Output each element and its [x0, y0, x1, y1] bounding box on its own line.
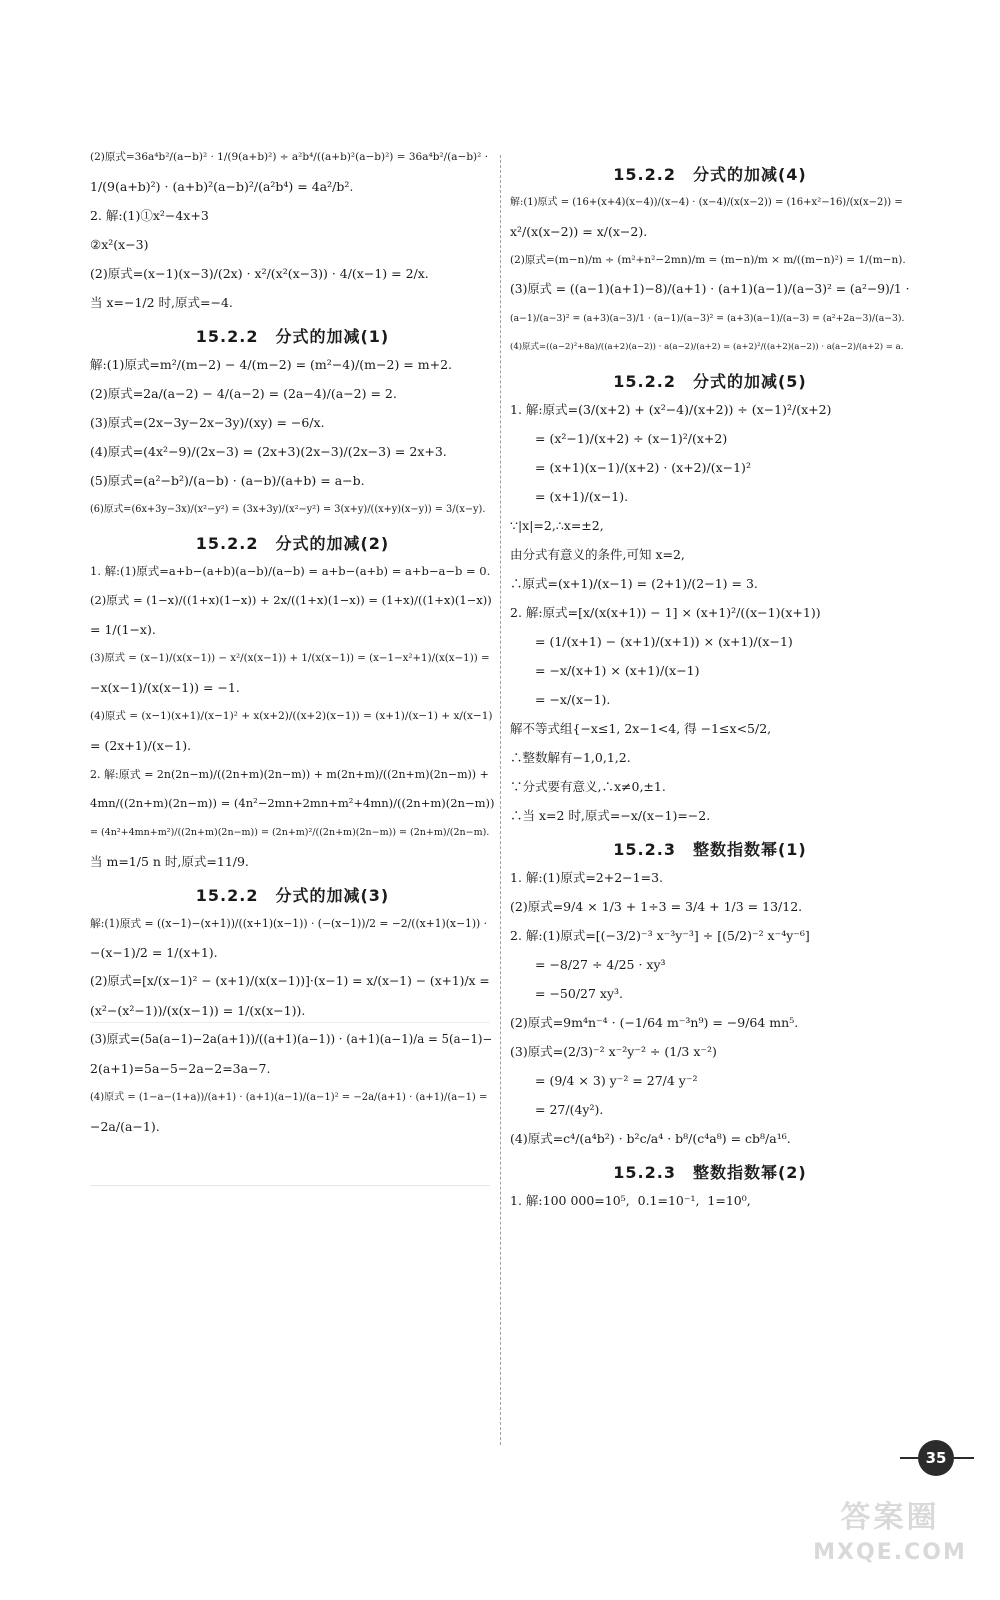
solution-line: 解:(1)原式 = ((x−1)−(x+1))/((x+1)(x−1)) · (−(x−1))/2 = −2/((x+1)(x−1)) ·: [90, 917, 488, 930]
solution-line: (6)原式=(6x+3y−3x)/(x²−y²) = (3x+3y)/(x²−y²) = 3(x+y)/((x+y)(x−y)) = 3/(x−y).: [90, 504, 486, 515]
solution-line: (3)原式=(2x−3y−2x−3y)/(xy) = −6/x.: [90, 415, 325, 430]
page-number-rule: [954, 1457, 974, 1459]
right-column: [510, 150, 910, 1222]
solution-line: (2)原式=9/4 × 1/3 + 1÷3 = 3/4 + 1/3 = 13/12.: [510, 899, 803, 914]
solution-line: (4)原式 = (1−a−(1+a))/(a+1) · (a+1)(a−1)/(a−1)² = −2a/(a+1) · (a+1)/(a−1) =: [90, 1092, 488, 1103]
site-watermark: [800, 1492, 980, 1592]
solution-line: 2. 解:(1)原式=[(−3/2)⁻³ x⁻³y⁻³] ÷ [(5/2)⁻² x⁻⁴y⁻⁶]: [510, 928, 810, 943]
solution-line: = (9/4 × 3) y⁻² = 27/4 y⁻²: [510, 1073, 698, 1088]
section-heading: 15.2.2 分式的加减(3): [195, 886, 390, 905]
watermark-url-text: MXQE.COM: [813, 1540, 967, 1565]
scan-fold-line: [90, 1185, 490, 1186]
solution-line: 2. 解:原式 = 2n(2n−m)/((2n+m)(2n−m)) + m(2n+m)/((2n+m)(2n−m)) +: [90, 768, 489, 781]
solution-line: 由分式有意义的条件,可知 x=2,: [510, 547, 685, 562]
watermark-logo-text: 答案圈: [840, 1500, 940, 1535]
solution-line: ∴整数解有−1,0,1,2.: [510, 750, 631, 765]
solution-line: 4mn/((2n+m)(2n−m)) = (4n²−2mn+2mn+m²+4mn)/((2n+m)(2n−m)): [90, 796, 495, 810]
solution-line: x²/(x(x−2)) = x/(x−2).: [510, 224, 648, 239]
solution-line: −2a/(a−1).: [90, 1119, 160, 1134]
section-heading: 15.2.2 分式的加减(5): [613, 372, 807, 391]
solution-line: (3)原式=(5a(a−1)−2a(a+1))/((a+1)(a−1)) · (a+1)(a−1)/a = 5(a−1)−: [90, 1032, 493, 1046]
solution-line: = 27/(4y²).: [510, 1102, 604, 1117]
solution-line: (3)原式=(2/3)⁻² x⁻²y⁻² ÷ (1/3 x⁻²): [510, 1044, 717, 1059]
solution-line: (x²−(x²−1))/(x(x−1)) = 1/(x(x−1)).: [90, 1003, 306, 1018]
solution-line: ∵|x|=2,∴x=±2,: [510, 518, 604, 533]
solution-line: ②x²(x−3): [90, 237, 149, 252]
solution-line: = (x+1)/(x−1).: [510, 489, 629, 504]
solution-line: 解不等式组{−x≤1, 2x−1<4, 得 −1≤x<5/2,: [510, 721, 772, 736]
solution-line: = (2x+1)/(x−1).: [90, 738, 192, 753]
solution-line: = −50/27 xy³.: [510, 986, 624, 1001]
solution-line: 解:(1)原式=m²/(m−2) − 4/(m−2) = (m²−4)/(m−2) = m+2.: [90, 357, 452, 372]
column-divider: [500, 155, 501, 1445]
page-number-rule: [900, 1457, 918, 1459]
solution-line: ∴原式=(x+1)/(x−1) = (2+1)/(2−1) = 3.: [510, 576, 758, 591]
solution-line: = (x²−1)/(x+2) ÷ (x−1)²/(x+2): [510, 431, 728, 446]
solution-line: −(x−1)/2 = 1/(x+1).: [90, 945, 218, 960]
page-number: 35: [918, 1440, 954, 1476]
solution-line: (3)原式 = ((a−1)(a+1)−8)/(a+1) · (a+1)(a−1)/(a−3)² = (a²−9)/1 ·: [510, 282, 910, 296]
solution-line: = (4n²+4mn+m²)/((2n+m)(2n−m)) = (2n+m)²/((2n+m)(2n−m)) = (2n+m)/(2n−m).: [90, 827, 490, 838]
solution-line: = 1/(1−x).: [90, 622, 156, 637]
solution-line: = (1/(x+1) − (x+1)/(x+1)) × (x+1)/(x−1): [510, 634, 793, 649]
solution-line: (2)原式 = (1−x)/((1+x)(1−x)) + 2x/((1+x)(1−x)) = (1+x)/((1+x)(1−x)): [90, 593, 492, 607]
solution-line: (5)原式=(a²−b²)/(a−b) · (a−b)/(a+b) = a−b.: [90, 473, 365, 488]
solution-line: (2)原式=2a/(a−2) − 4/(a−2) = (2a−4)/(a−2) = 2.: [90, 386, 397, 401]
solution-line: (2)原式=36a⁴b²/(a−b)² · 1/(9(a+b)²) ÷ a²b⁴/((a+b)²(a−b)²) = 36a⁴b²/(a−b)² ·: [90, 151, 489, 163]
solution-line: (2)原式=(x−1)(x−3)/(2x) · x²/(x²(x−3)) · 4/(x−1) = 2/x.: [90, 266, 429, 281]
left-column: [90, 150, 495, 1148]
section-heading: 15.2.3 整数指数幂(2): [613, 1163, 807, 1182]
solution-line: (2)原式=[x/(x−1)² − (x+1)/(x(x−1))]·(x−1) = x/(x−1) − (x+1)/x =: [90, 974, 490, 988]
solution-line: 1/(9(a+b)²) · (a+b)²(a−b)²/(a²b⁴) = 4a²/b².: [90, 179, 354, 194]
solution-line: 当 m=1/5 n 时,原式=11/9.: [90, 854, 249, 869]
solution-line: ∵分式要有意义,∴x≠0,±1.: [510, 779, 666, 794]
section-heading: 15.2.2 分式的加减(1): [195, 327, 390, 346]
solution-line: 1. 解:(1)原式=a+b−(a+b)(a−b)/(a−b) = a+b−(a+b) = a+b−a−b = 0.: [90, 564, 491, 578]
solution-line: = −8/27 ÷ 4/25 · xy³: [510, 957, 666, 972]
solution-line: −x(x−1)/(x(x−1)) = −1.: [90, 680, 240, 695]
solution-line: 2(a+1)=5a−5−2a−2=3a−7.: [90, 1061, 271, 1076]
solution-line: = −x/(x−1).: [510, 692, 611, 707]
solution-line: (a−1)/(a−3)² = (a+3)(a−3)/1 · (a−1)/(a−3)² = (a+3)(a−1)/(a−3) = (a²+2a−3)/(a−3).: [510, 313, 905, 324]
solution-line: 1. 解:原式=(3/(x+2) + (x²−4)/(x+2)) ÷ (x−1)²/(x+2): [510, 402, 832, 417]
solution-line: ∴当 x=2 时,原式=−x/(x−1)=−2.: [510, 808, 711, 823]
solution-line: (2)原式=(m−n)/m ÷ (m²+n²−2mn)/m = (m−n)/m × m/((m−n)²) = 1/(m−n).: [510, 254, 906, 266]
solution-line: 当 x=−1/2 时,原式=−4.: [90, 295, 233, 310]
solution-line: (4)原式=c⁴/(a⁴b²) · b²c/a⁴ · b⁸/(c⁴a⁸) = cb⁸/a¹⁶.: [510, 1131, 791, 1146]
solution-line: 解:(1)原式 = (16+(x+4)(x−4))/(x−4) · (x−4)/(x(x−2)) = (16+x²−16)/(x(x−2)) =: [510, 197, 903, 208]
solution-line: = (x+1)(x−1)/(x+2) · (x+2)/(x−1)²: [510, 460, 751, 475]
section-heading: 15.2.2 分式的加减(2): [195, 534, 390, 553]
solution-line: (2)原式=9m⁴n⁻⁴ · (−1/64 m⁻³n⁹) = −9/64 mn⁵.: [510, 1015, 799, 1030]
solution-line: (4)原式=(4x²−9)/(2x−3) = (2x+3)(2x−3)/(2x−3) = 2x+3.: [90, 444, 447, 459]
solution-line: 2. 解:(1)①x²−4x+3: [90, 208, 209, 223]
solution-line: 1. 解:(1)原式=2+2−1=3.: [510, 870, 663, 885]
section-heading: 15.2.2 分式的加减(4): [613, 165, 807, 184]
solution-line: 1. 解:100 000=10⁵, 0.1=10⁻¹, 1=10⁰,: [510, 1193, 751, 1208]
solution-line: (4)原式=((a−2)²+8a)/((a+2)(a−2)) · a(a−2)/(a+2) = (a+2)²/((a+2)(a−2)) · a(a−2)/(a+2) = a.: [510, 342, 904, 352]
solution-line: (3)原式 = (x−1)/(x(x−1)) − x²/(x(x−1)) + 1/(x(x−1)) = (x−1−x²+1)/(x(x−1)) =: [90, 652, 490, 664]
solution-line: = −x/(x+1) × (x+1)/(x−1): [510, 663, 700, 678]
solution-line: 2. 解:原式=[x/(x(x+1)) − 1] × (x+1)²/((x−1)(x+1)): [510, 605, 821, 620]
solution-line: (4)原式 = (x−1)(x+1)/(x−1)² + x(x+2)/((x+2)(x−1)) = (x+1)/(x−1) + x/(x−1): [90, 710, 493, 722]
section-heading: 15.2.3 整数指数幂(1): [613, 840, 807, 859]
